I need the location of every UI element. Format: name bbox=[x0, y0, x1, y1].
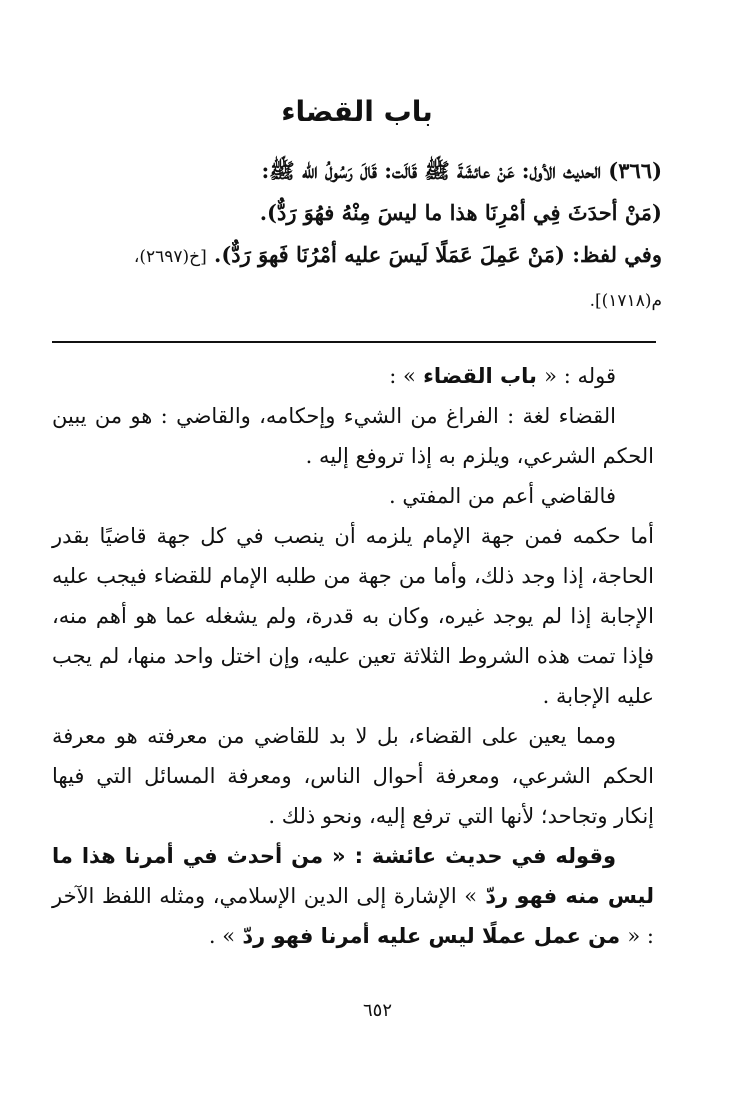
paragraph-mufti: فالقاضي أعم من المفتي . bbox=[389, 484, 616, 508]
hadith-reference-muslim: م(١٧١٨)]. bbox=[589, 291, 662, 311]
heading-prefix: قوله : « bbox=[544, 364, 616, 388]
paragraph-hadith-explanation bbox=[52, 836, 654, 956]
commentary-heading bbox=[52, 356, 654, 396]
paragraph-ruling: أما حكمه فمن جهة الإمام يلزمه أن ينصب في كل جهة قاضيًا بقدر الحاجة، إذا وجد ذلك، وأما من جهة من طلبه الإمام للقضاء فيجب عليه الإجابة إذا لم يوجد غيره، وكان به قدرة، ولم يشغله عما هو أهم منه، فإذا تمت هذه الشروط الثلاثة تعين عليه، وإن اختل واحد منها، لم يجب عليه الإجابة . bbox=[52, 524, 654, 708]
p5-end: » . bbox=[208, 924, 236, 948]
page-body bbox=[52, 92, 662, 322]
paragraph-knowledge: ومما يعين على القضاء، بل لا بد للقاضي من معرفته هو معرفة الحكم الشرعي، ومعرفة أحوال الناس، ومعرفة المسائل التي فيها إنكار وتجاحد؛ لأنها التي ترفع إليه، ونحو ذلك . bbox=[52, 724, 654, 828]
p5-middle: » الإشارة إلى الدين الإسلامي، ومثله اللفظ الآخر : « bbox=[52, 884, 654, 948]
heading-bold: باب القضاء bbox=[415, 364, 545, 388]
paragraph-definition: القضاء لغة : الفراغ من الشيء وإحكامه، والقاضي : هو من يبين الحكم الشرعي، ويلزم به إذا تروفع إليه . bbox=[52, 404, 654, 468]
p5-quote-1: من أحدث في أمرنا هذا ما ليس منه فهو ردّ bbox=[52, 844, 655, 908]
hadith-reference-bukhari: [خ(٢٦٩٧)، bbox=[133, 247, 207, 267]
p5-intro: وقوله في حديث عائشة : « bbox=[332, 844, 616, 868]
hadith-line-4 bbox=[52, 278, 662, 322]
hadith-block bbox=[52, 150, 662, 322]
section-divider bbox=[52, 341, 656, 343]
chapter-title: باب القضاء bbox=[281, 95, 433, 128]
hadith-alt-wording: وفي لفظ: (مَنْ عَمِلَ عَمَلًا لَيسَ عليه أمْرُنَا فَهوَ رَدٌّ). bbox=[214, 242, 662, 267]
hadith-line-3 bbox=[52, 234, 662, 278]
hadith-line-1: (٣٦٦) الحديث الأول: عَنْ عائشَةَ ﷺ قَالَت: قَالَ رَسُولُ الله ﷺ: bbox=[261, 158, 662, 183]
page-number: ٦٥٢ bbox=[362, 1000, 392, 1021]
p5-quote-2: من عمل عملًا ليس عليه أمرنا فهو ردّ bbox=[235, 924, 628, 948]
heading-suffix: » : bbox=[389, 364, 416, 388]
commentary-block bbox=[52, 356, 654, 956]
hadith-line-2: (مَنْ أحدَثَ فِي أمْرِنَا هذا ما ليسَ مِنْهُ فهُوَ رَدٌّ). bbox=[259, 200, 662, 225]
